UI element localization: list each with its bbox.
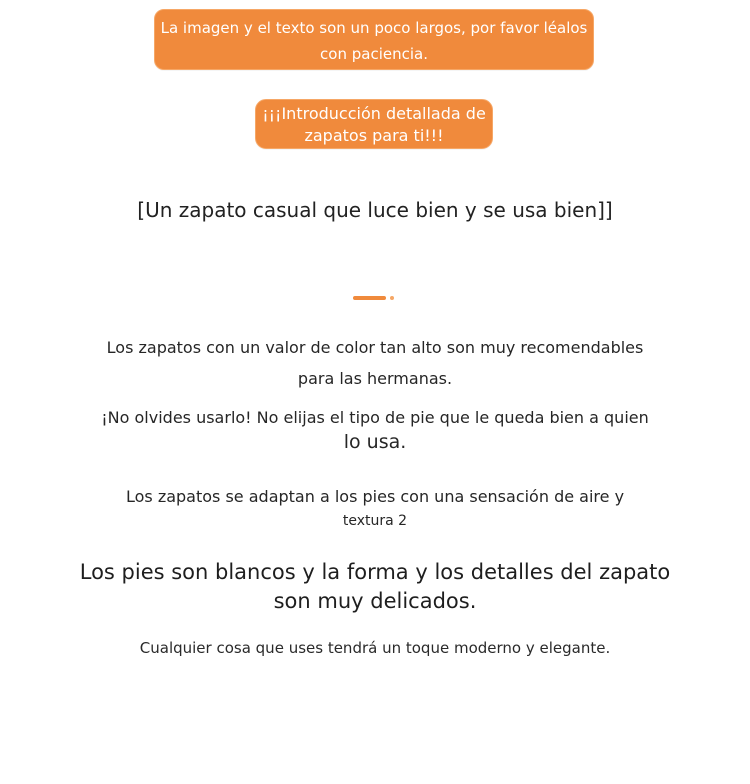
paragraph-2-line-2: lo usa. <box>343 431 407 453</box>
paragraph-4-line-2: son muy delicados. <box>273 589 477 613</box>
intro-line-1: ¡¡¡Introducción detallada de <box>262 104 486 123</box>
description-paragraph-1 <box>0 332 750 394</box>
divider-dash <box>353 296 386 300</box>
paragraph-2-line-1: ¡No olvides usarlo! No elijas el tipo de pie que le queda bien a quien <box>101 408 649 427</box>
description-paragraph-3 <box>0 485 750 533</box>
intro-line-2: zapatos para ti!!! <box>304 126 444 145</box>
description-paragraph-2 <box>0 406 750 454</box>
intro-badge <box>255 99 493 149</box>
description-paragraph-5 <box>0 637 750 659</box>
paragraph-1-line-1: Los zapatos con un valor de color tan alto son muy recomendables <box>106 338 644 357</box>
description-paragraph-4 <box>0 558 750 616</box>
paragraph-5-line-1: Cualquier cosa que uses tendrá un toque moderno y elegante. <box>139 639 611 657</box>
paragraph-1-line-2: para las hermanas. <box>297 369 453 388</box>
notice-line-2: con paciencia. <box>320 45 428 63</box>
product-headline: [Un zapato casual que luce bien y se usa bien]] <box>137 198 613 222</box>
paragraph-3-line-1: Los zapatos se adaptan a los pies con una sensación de aire y <box>125 487 625 506</box>
paragraph-3-line-2: textura 2 <box>342 513 408 529</box>
notice-banner <box>154 9 594 70</box>
paragraph-4-line-1: Los pies son blancos y la forma y los detalles del zapato <box>79 560 671 584</box>
notice-line-1: La imagen y el texto son un poco largos, por favor léalos <box>160 19 588 37</box>
divider-dot <box>390 296 394 300</box>
